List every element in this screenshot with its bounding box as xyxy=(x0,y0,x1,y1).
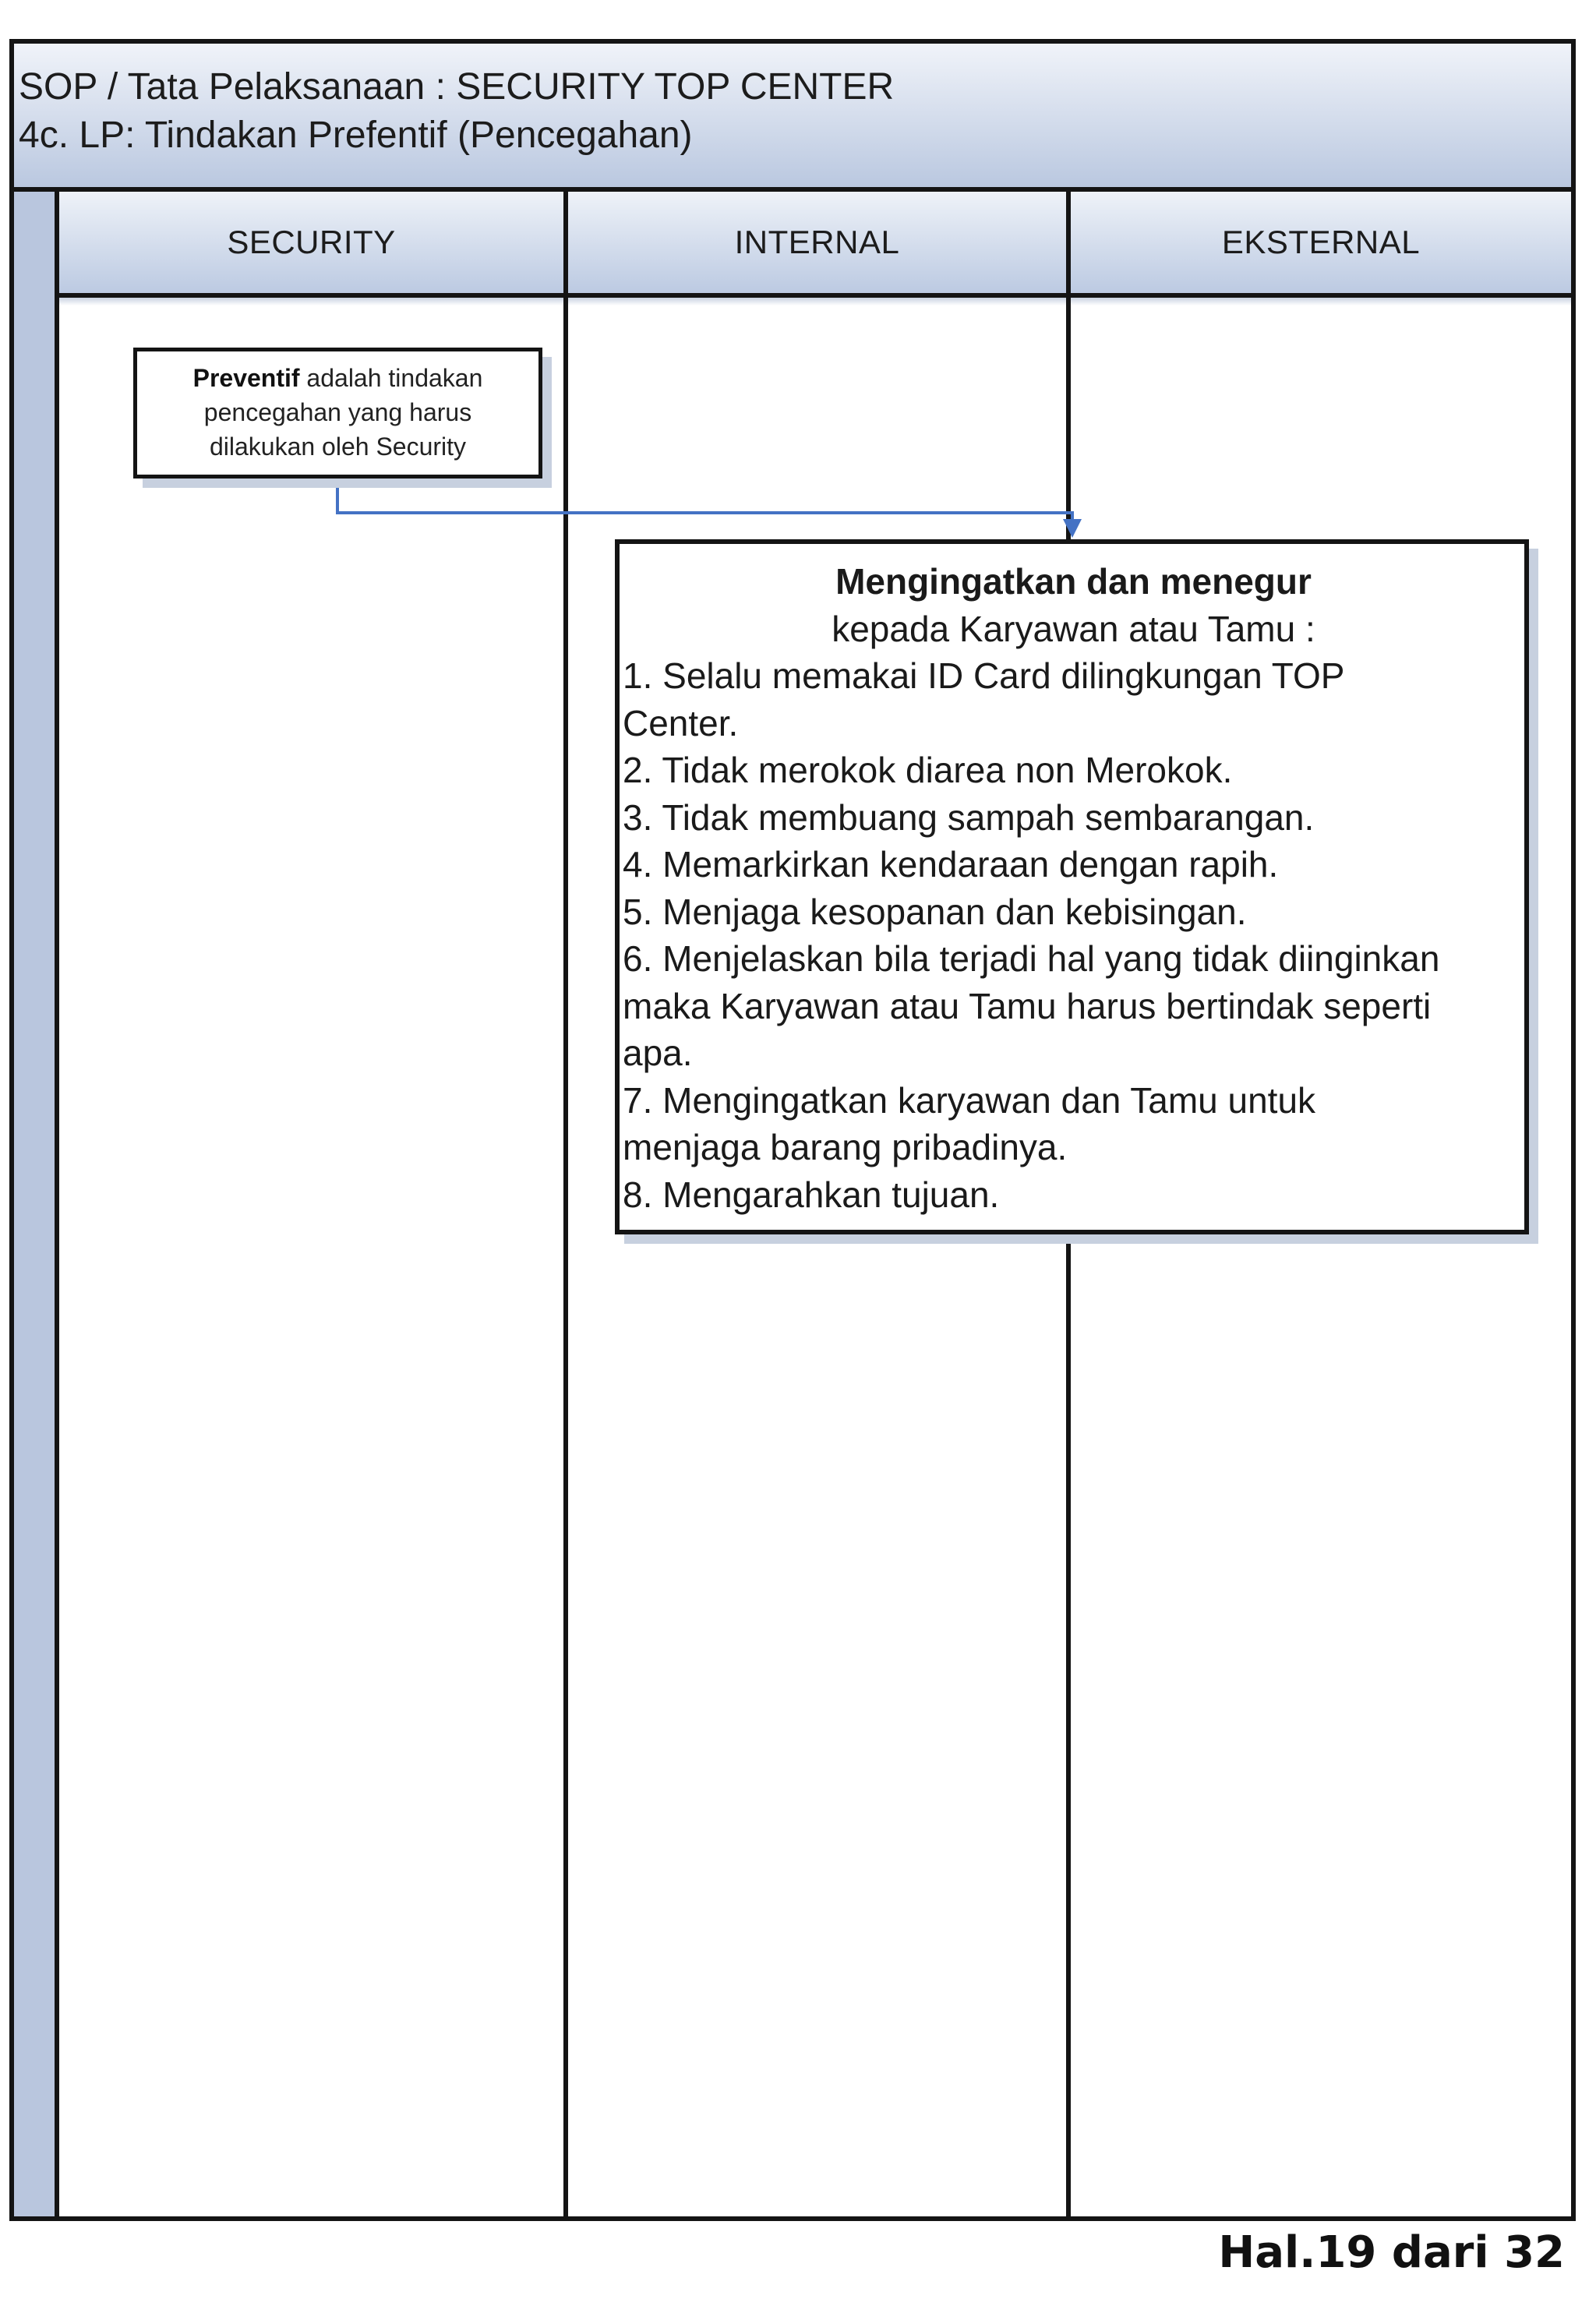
process-item: 1. Selalu memakai ID Card dilingkungan TOP Center. xyxy=(623,655,1345,743)
preventif-definition-box xyxy=(133,348,542,479)
process-item: 5. Menjaga kesopanan dan kebisingan. xyxy=(623,891,1247,932)
lane-header-shadow xyxy=(1071,298,1571,305)
title-bar xyxy=(9,39,1576,192)
pool-label-strip xyxy=(14,192,59,2216)
page-number: Hal.19 dari 32 xyxy=(1218,2227,1565,2278)
preventif-line-2: pencegahan yang harus xyxy=(203,398,472,426)
lane-header-security xyxy=(59,192,563,298)
lane-header-eksternal xyxy=(1071,192,1571,298)
process-item: 8. Mengarahkan tujuan. xyxy=(623,1174,1000,1215)
process-item: 3. Tidak membuang sampah sembarangan. xyxy=(623,796,1315,838)
lane-label-internal: INTERNAL xyxy=(734,224,900,260)
preventif-term: Preventif xyxy=(192,364,300,392)
preventif-line-1 xyxy=(137,361,538,395)
preventif-line-3: dilakukan oleh Security xyxy=(209,433,467,461)
process-item: 6. Menjelaskan bila terjadi hal yang tidak diinginkan maka Karyawan atau Tamu harus bertindak seperti apa. xyxy=(623,938,1440,1073)
process-item: 7. Mengingatkan karyawan dan Tamu untuk menjaga barang pribadinya. xyxy=(623,1079,1316,1167)
lane-label-security: SECURITY xyxy=(227,224,396,260)
preventif-line-1-rest: adalah tindakan xyxy=(299,364,483,392)
lane-label-eksternal: EKSTERNAL xyxy=(1221,224,1421,260)
mengingatkan-process-box xyxy=(615,539,1529,1234)
process-heading: Mengingatkan dan menegur xyxy=(835,561,1312,602)
lane-divider xyxy=(563,192,568,2216)
sop-subtitle: 4c. LP: Tindakan Prefentif (Pencegahan) xyxy=(19,115,693,156)
process-subheading: kepada Karyawan atau Tamu : xyxy=(832,608,1315,649)
process-item: 2. Tidak merokok diarea non Merokok. xyxy=(623,750,1233,790)
lane-header-internal xyxy=(568,192,1066,298)
lane-header-shadow xyxy=(568,298,1066,305)
sop-title: SOP / Tata Pelaksanaan : SECURITY TOP CENTER xyxy=(19,66,895,108)
process-item: 4. Memarkirkan kendaraan dengan rapih. xyxy=(623,844,1279,885)
lane-header-shadow xyxy=(59,298,563,305)
